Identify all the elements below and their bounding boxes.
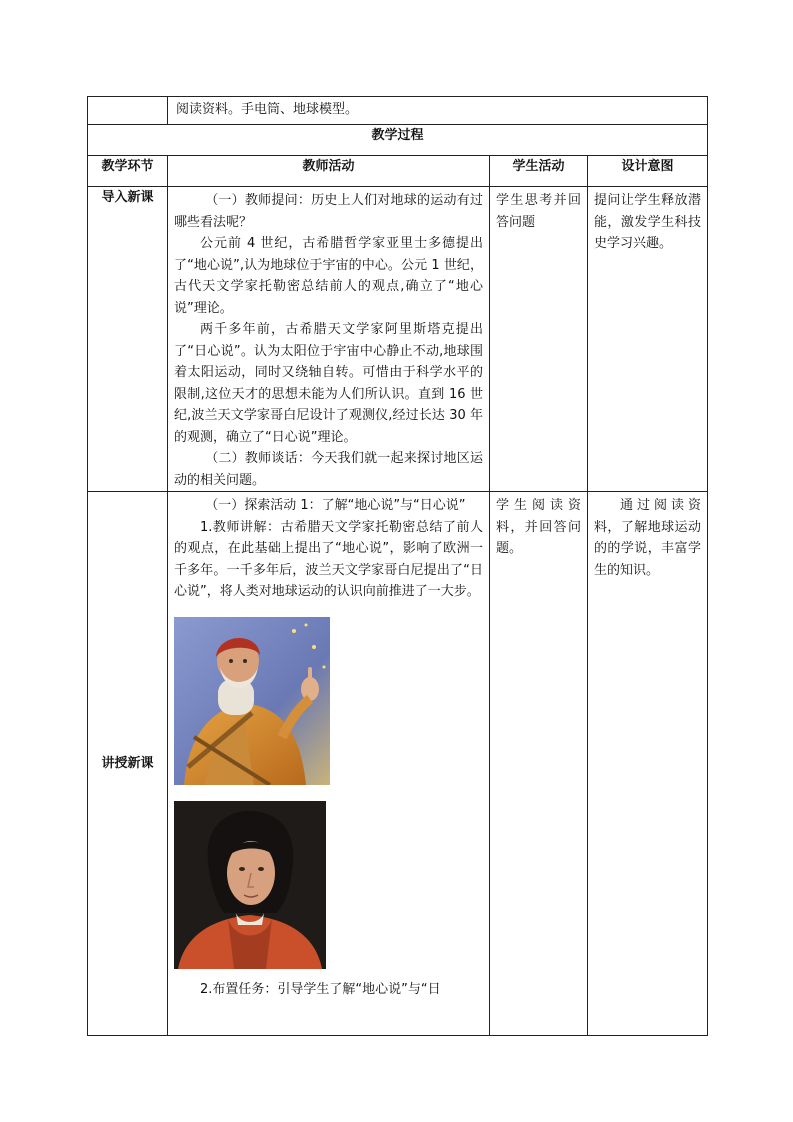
section-row bbox=[88, 125, 708, 156]
teacher-task: 2.布置任务：引导学生了解“地心说”与“日 bbox=[200, 981, 441, 997]
ptolemy-portrait bbox=[174, 617, 483, 785]
section-title: 教学过程 bbox=[88, 125, 708, 156]
teacher-explain: 1.教师讲解：古希腊天文学家托勒密总结了前人的观点，在此基础上提出了“地心说”，影响了欧洲一千多年。一千多年后，波兰天文学家哥白尼提出了“日心说”，将人类对地球运动的认识向前推进了一大步。 bbox=[174, 519, 483, 599]
ptolemy-portrait-svg bbox=[174, 617, 330, 785]
copernicus-portrait-svg bbox=[174, 801, 326, 969]
intro-stage: 导入新课 bbox=[88, 187, 168, 492]
intro-paragraph-1: （一）教师提问：历史上人们对地球的运动有过哪些看法呢？ bbox=[174, 193, 483, 230]
teach-intent-text: 通过阅读资料，了解地球运动的的学说，丰富学生的知识。 bbox=[594, 498, 701, 578]
intro-intent-text: 提问让学生释放潜能，激发学生科技史学习兴趣。 bbox=[594, 193, 701, 251]
teach-student-text: 学生阅读资料，并回答问题。 bbox=[496, 498, 581, 556]
intro-student-text: 学生思考并回答问题 bbox=[496, 193, 581, 230]
intro-paragraph-2: 公元前 4 世纪，古希腊哲学家亚里士多德提出了“地心说”,认为地球位于宇宙的中心。公元 1 世纪，古代天文学家托勒密总结前人的观点,确立了“地心说”理论。 bbox=[174, 236, 483, 316]
intro-row bbox=[88, 187, 708, 492]
intro-paragraph-3: 两千多年前，古希腊天文学家阿里斯塔克提出了“日心说”。认为太阳位于宇宙中心静止不动,地球围着太阳运动，同时又绕轴自转。可惜由于科学水平的限制,这位天才的思想未能为人们所认识。直到 16 世纪,波兰天文学家哥白尼设计了观测仪,经过长达 30 年的观测，确立了“日心说”理论。 bbox=[174, 322, 483, 445]
header-intent: 设计意图 bbox=[588, 156, 708, 187]
lesson-plan-table bbox=[87, 96, 708, 1036]
teach-stage: 讲授新课 bbox=[88, 492, 168, 1036]
header-row bbox=[88, 156, 708, 187]
header-teacher: 教师活动 bbox=[168, 156, 490, 187]
intro-teacher-cell bbox=[168, 187, 490, 492]
teach-intent-cell bbox=[588, 492, 708, 1036]
intro-paragraph-4: （二）教师谈话：今天我们就一起来探讨地区运动的相关问题。 bbox=[174, 451, 483, 488]
materials-text: 阅读资料。手电筒、地球模型。 bbox=[176, 102, 359, 117]
intro-intent-cell bbox=[588, 187, 708, 492]
teach-row bbox=[88, 492, 708, 1036]
teach-teacher-cell bbox=[168, 492, 490, 1036]
intro-student-cell bbox=[490, 187, 588, 492]
header-stage: 教学环节 bbox=[88, 156, 168, 187]
teach-student-cell bbox=[490, 492, 588, 1036]
activity-title: （一）探索活动 1：了解“地心说”与“日心说” bbox=[205, 498, 466, 513]
materials-row bbox=[88, 97, 708, 125]
materials-label-cell bbox=[88, 97, 168, 125]
materials-cell bbox=[168, 97, 708, 125]
header-student: 学生活动 bbox=[490, 156, 588, 187]
copernicus-portrait bbox=[174, 801, 483, 969]
